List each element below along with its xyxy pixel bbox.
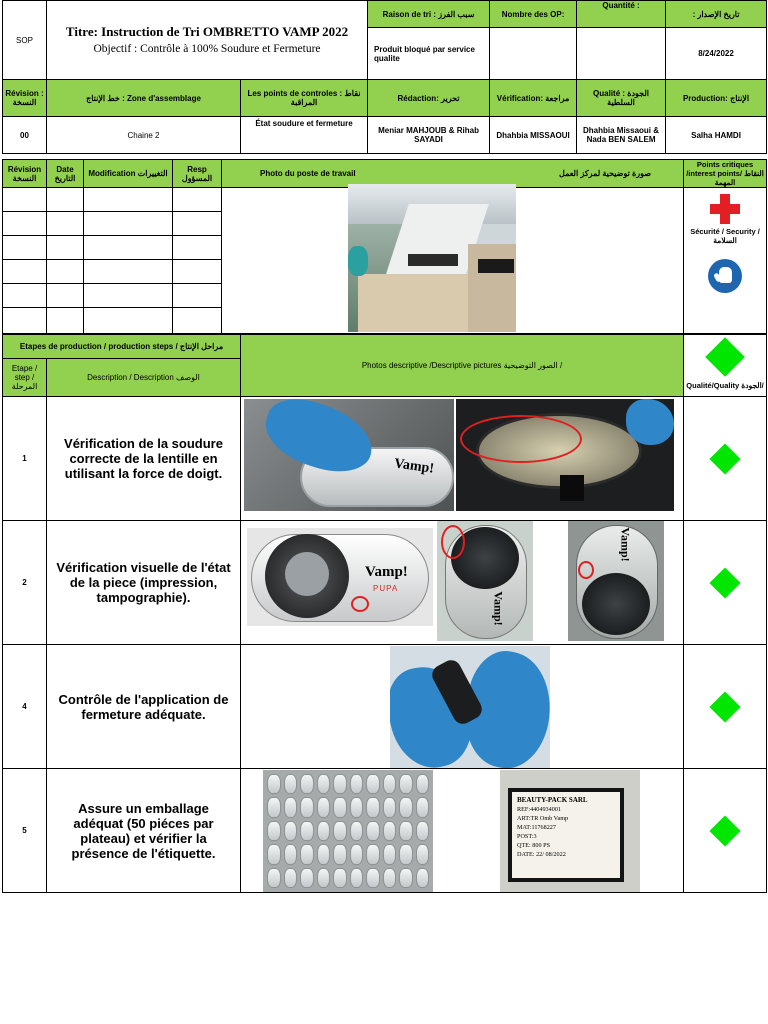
tray-cavity (350, 774, 364, 794)
quality-diamond-icon (709, 815, 740, 846)
document-objective: Objectif : Contrôle à 100% Soudure et Fermeture (93, 43, 321, 55)
tray-cavity (317, 797, 331, 817)
tray-cavity (416, 774, 430, 794)
quality-critical-label: Qualité/Quality الجودة/ (686, 381, 764, 390)
tray-cavity (267, 797, 281, 817)
tray-cavity (284, 868, 298, 888)
rev-col-resp: Resp المسؤول (173, 160, 222, 188)
production-label: Production: الإنتاج (666, 80, 767, 117)
tray-cavity (284, 774, 298, 794)
redaction-value: Meniar MAHJOUB & Rihab SAYADI (368, 117, 490, 154)
label-date: DATE: 22/ 08/2022 (517, 851, 566, 858)
tray-cavity (267, 821, 281, 841)
tray-cavity (333, 868, 347, 888)
step5-label-photo (500, 770, 640, 892)
issue-date-value: 8/24/2022 (666, 28, 767, 80)
label-company: BEAUTY-PACK SARL (517, 796, 588, 804)
step-number: 2 (3, 521, 47, 645)
step-description: Contrôle de l'application de fermeture adéquate. (47, 645, 241, 769)
tray-cavity (399, 868, 413, 888)
control-points-value: État soudure et fermeture (241, 117, 368, 154)
op-count-label: Nombre des OP: (490, 1, 577, 28)
tray-cavity (383, 844, 397, 864)
step-number: 4 (3, 645, 47, 769)
tray-cavity (333, 844, 347, 864)
step5-tray-photo (263, 770, 433, 892)
tray-cavity (317, 821, 331, 841)
verification-value: Dhahbia MISSAOUI (490, 117, 577, 154)
document-title-cell (47, 1, 368, 80)
sop-label: SOP (3, 1, 47, 80)
tray-cavity (383, 868, 397, 888)
tray-cavity (350, 821, 364, 841)
tray-cavity (416, 821, 430, 841)
op-count-value (490, 28, 577, 80)
tray-cavity (366, 868, 380, 888)
tray-cavity (333, 797, 347, 817)
tray-cavity (366, 844, 380, 864)
zone-value: Chaine 2 (47, 117, 241, 154)
tray-cavity (399, 797, 413, 817)
step-number: 5 (3, 769, 47, 893)
quality-sign-value: Dhahbia Missaoui & Nada BEN SALEM (577, 117, 666, 154)
step-description: Assure un emballage adéquat (50 piéces par plateau) et vérifier la présence de l'étiquette. (47, 769, 241, 893)
quality-diamond-icon (705, 337, 745, 377)
step-description: Vérification de la soudure correcte de la lentille en utilisant la force de doigt. (47, 397, 241, 521)
production-value: Salha HAMDI (666, 117, 767, 154)
reason-label: Raison de tri : سبب الفرز (368, 1, 490, 28)
tray-cavity (366, 821, 380, 841)
tray-cavity (416, 868, 430, 888)
tray-cavity (333, 774, 347, 794)
step-quality-cell (684, 397, 767, 521)
step-description: Vérification visuelle de l'état de la piece (impression, tampographie). (47, 521, 241, 645)
redaction-label: Rédaction: تحرير (368, 80, 490, 117)
product-label (512, 792, 620, 878)
tray-cavity (284, 821, 298, 841)
tray-cavity (300, 774, 314, 794)
step-col-header: Etape / step / المرحلة (3, 359, 47, 397)
tray-cavity (383, 774, 397, 794)
tray-cavity (350, 844, 364, 864)
tray-cavity (317, 844, 331, 864)
tray-cavity (284, 797, 298, 817)
tray-cavity (284, 844, 298, 864)
quality-diamond-icon (709, 443, 740, 474)
label-art: ART:TR Omb Vamp (517, 815, 569, 822)
tray-cavity (399, 821, 413, 841)
tray-cavity (267, 774, 281, 794)
quality-diamond-icon (709, 691, 740, 722)
rev-col-revision: Révision النسخة (3, 160, 47, 188)
photos-header: Photos descriptive /Descriptive pictures الصور التوضيحية / (241, 335, 684, 397)
revision-label: Révision : النسخة (3, 80, 47, 117)
step1-photo-b (456, 399, 674, 511)
tray-cavity (366, 797, 380, 817)
step-number: 1 (3, 397, 47, 521)
tray-cavity (399, 774, 413, 794)
workstation-photo-label-ar: صورة توضيحية لمركز العمل (559, 169, 651, 178)
quantity-label: Quantité : (577, 1, 666, 28)
tray-cavity (383, 797, 397, 817)
workstation-photo (348, 184, 516, 332)
label-ref: REF:4404934001 (517, 806, 562, 813)
quality-diamond-icon (709, 567, 740, 598)
step2-photo-b: Vamp! (437, 521, 533, 641)
zone-label: خط الإنتاج : Zone d'assemblage (47, 80, 241, 117)
quality-critical-cell (684, 335, 767, 397)
tray-cavity (333, 821, 347, 841)
description-col-header: Description / Description الوصف (47, 359, 241, 397)
step2-photo-c: Vamp! (568, 521, 664, 641)
security-label: Sécurité / Security / السلامة (690, 227, 760, 245)
step2-photo-a (247, 528, 433, 626)
verification-label: Vérification: مراجعة (490, 80, 577, 117)
tray-cavity (300, 844, 314, 864)
step1-photo-a (244, 399, 454, 511)
label-mat: MAT:11768227 (517, 824, 556, 831)
tray-cavity (350, 868, 364, 888)
tray-cavity (317, 868, 331, 888)
critical-points-header: Points critiques /interest points/ النقاط المهمة (684, 160, 767, 188)
control-points-label: Les points de controles : نقاط المراقبة (241, 80, 368, 117)
quality-sign-label: Qualité : الجودة السلطية (577, 80, 666, 117)
vamp-print: Vamp! (365, 564, 408, 580)
tray-cavity (350, 797, 364, 817)
tray-cavity (300, 868, 314, 888)
tray-cavity (366, 774, 380, 794)
rev-col-date: Date التاريخ (47, 160, 84, 188)
production-steps-header: Etapes de production / production steps / مراحل الإنتاج (3, 335, 241, 359)
step-quality-cell (684, 645, 767, 769)
workstation-photo-label: Photo du poste de travail (260, 169, 356, 178)
step4-photo (390, 646, 550, 768)
step-quality-cell (684, 769, 767, 893)
tray-cavity (267, 844, 281, 864)
vamp-print: Vamp! (393, 456, 435, 477)
revision-value: 00 (3, 117, 47, 154)
safety-cross-icon (710, 194, 740, 224)
tray-cavity (300, 797, 314, 817)
tray-cavity (416, 797, 430, 817)
issue-date-label: تاريخ الإصدار : (666, 1, 767, 28)
pupa-print: PUPA (373, 584, 399, 593)
quantity-value (577, 28, 666, 80)
tray-cavity (399, 844, 413, 864)
tray-cavity (317, 774, 331, 794)
step-quality-cell (684, 521, 767, 645)
header-table (2, 0, 767, 154)
tray-cavity (267, 868, 281, 888)
gloves-mandatory-icon (708, 259, 742, 293)
tray-cavity (416, 844, 430, 864)
tray-cavity (300, 821, 314, 841)
reason-value: Produit bloqué par service qualite (368, 28, 490, 80)
critical-points-cell (684, 188, 767, 334)
label-qte: QTE: 800 PS (517, 842, 551, 849)
label-post: POST:3 (517, 833, 537, 840)
document-title: Titre: Instruction de Tri OMBRETTO VAMP 2022 (65, 24, 349, 39)
tray-cavity (383, 821, 397, 841)
rev-col-modification: Modification التغييرات (84, 160, 173, 188)
